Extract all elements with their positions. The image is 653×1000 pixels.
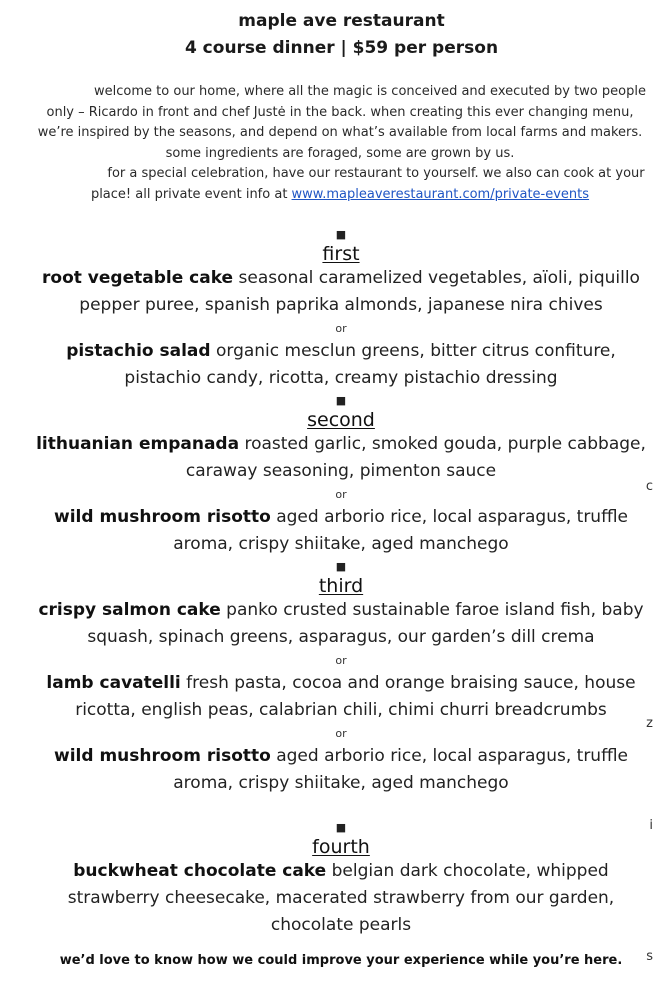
dish-buckwheat-chocolate-cake <box>30 858 652 939</box>
dish-name: buckwheat chocolate cake <box>73 861 327 881</box>
dish-name: crispy salmon cake <box>38 600 221 620</box>
dish-name: lithuanian empanada <box>36 434 240 454</box>
intro-paragraph-private-events <box>32 164 648 205</box>
edge-text-fragment: z <box>646 716 653 731</box>
restaurant-name: maple ave restaurant <box>238 11 445 31</box>
menu-courses <box>30 226 652 939</box>
dish-wild-mushroom-risotto <box>30 743 652 797</box>
dish-wild-mushroom-risotto <box>30 504 652 558</box>
menu-price-subtitle: 4 course dinner | $59 per person <box>184 38 499 58</box>
dish-crispy-salmon-cake <box>30 597 652 651</box>
dish-name: pistachio salad <box>66 341 211 361</box>
course-divider: ■ <box>335 560 347 573</box>
edge-text-fragment: i <box>649 818 653 833</box>
intro-text <box>32 82 648 205</box>
private-events-text: for a special celebration, have our restaurant to yourself. we also can cook at your place! all private event info at <box>90 166 645 202</box>
feedback-note: we’d love to know how we could improve your experience while you’re here. <box>59 953 623 968</box>
dish-description: organic mesclun greens, bitter citrus confiture, pistachio candy, ricotta, creamy pistachio dressing <box>124 341 616 388</box>
course-divider: ■ <box>335 228 347 241</box>
dish-name: lamb cavatelli <box>46 673 181 693</box>
private-events-link[interactable]: www.mapleaverestaurant.com/private-events <box>291 186 590 202</box>
intro-paragraph-welcome: welcome to our home, where all the magic is conceived and executed by two people only – Ricardo in front and chef Justė in the back. when creating this ever changing menu, we’re inspired by the seasons, and depend on what’s available from local farms and makers. some ingredients are foraged, some are grown by us. <box>37 84 646 161</box>
course-divider: ■ <box>335 821 347 834</box>
or-separator: or <box>335 322 347 335</box>
or-separator: or <box>335 488 347 501</box>
dish-name: root vegetable cake <box>42 268 234 288</box>
dish-description: seasonal caramelized vegetables, aïoli, piquillo pepper puree, spanish paprika almonds, japanese nira chives <box>79 268 640 315</box>
dish-root-vegetable-cake <box>30 265 652 319</box>
dish-lamb-cavatelli <box>30 670 652 724</box>
course-title-second: second <box>307 409 375 431</box>
dish-description: roasted garlic, smoked gouda, purple cabbage, caraway seasoning, pimenton sauce <box>185 434 646 481</box>
course-divider: ■ <box>335 394 347 407</box>
dish-description: fresh pasta, cocoa and orange braising sauce, house ricotta, english peas, calabrian chili, chimi churri breadcrumbs <box>75 673 636 720</box>
dish-lithuanian-empanada <box>30 431 652 485</box>
header <box>0 8 653 62</box>
dish-description: belgian dark chocolate, whipped strawberry cheesecake, macerated strawberry from our garden, chocolate pearls <box>67 861 615 935</box>
course-title-third: third <box>318 575 364 597</box>
edge-text-fragment: s <box>646 949 653 964</box>
edge-text-fragment: c <box>645 479 653 494</box>
dish-pistachio-salad <box>30 338 652 392</box>
dish-name: wild mushroom risotto <box>54 746 271 766</box>
dish-name: wild mushroom risotto <box>54 507 271 527</box>
dish-description: aged arborio rice, local asparagus, truffle aroma, crispy shiitake, aged manchego <box>173 746 628 793</box>
or-separator: or <box>335 654 347 667</box>
course-title-fourth: fourth <box>312 836 370 858</box>
dish-description: aged arborio rice, local asparagus, truffle aroma, crispy shiitake, aged manchego <box>173 507 628 554</box>
course-title-first: first <box>322 243 360 265</box>
dish-description: panko crusted sustainable faroe island fish, baby squash, spinach greens, asparagus, our garden’s dill crema <box>87 600 644 647</box>
or-separator: or <box>335 727 347 740</box>
